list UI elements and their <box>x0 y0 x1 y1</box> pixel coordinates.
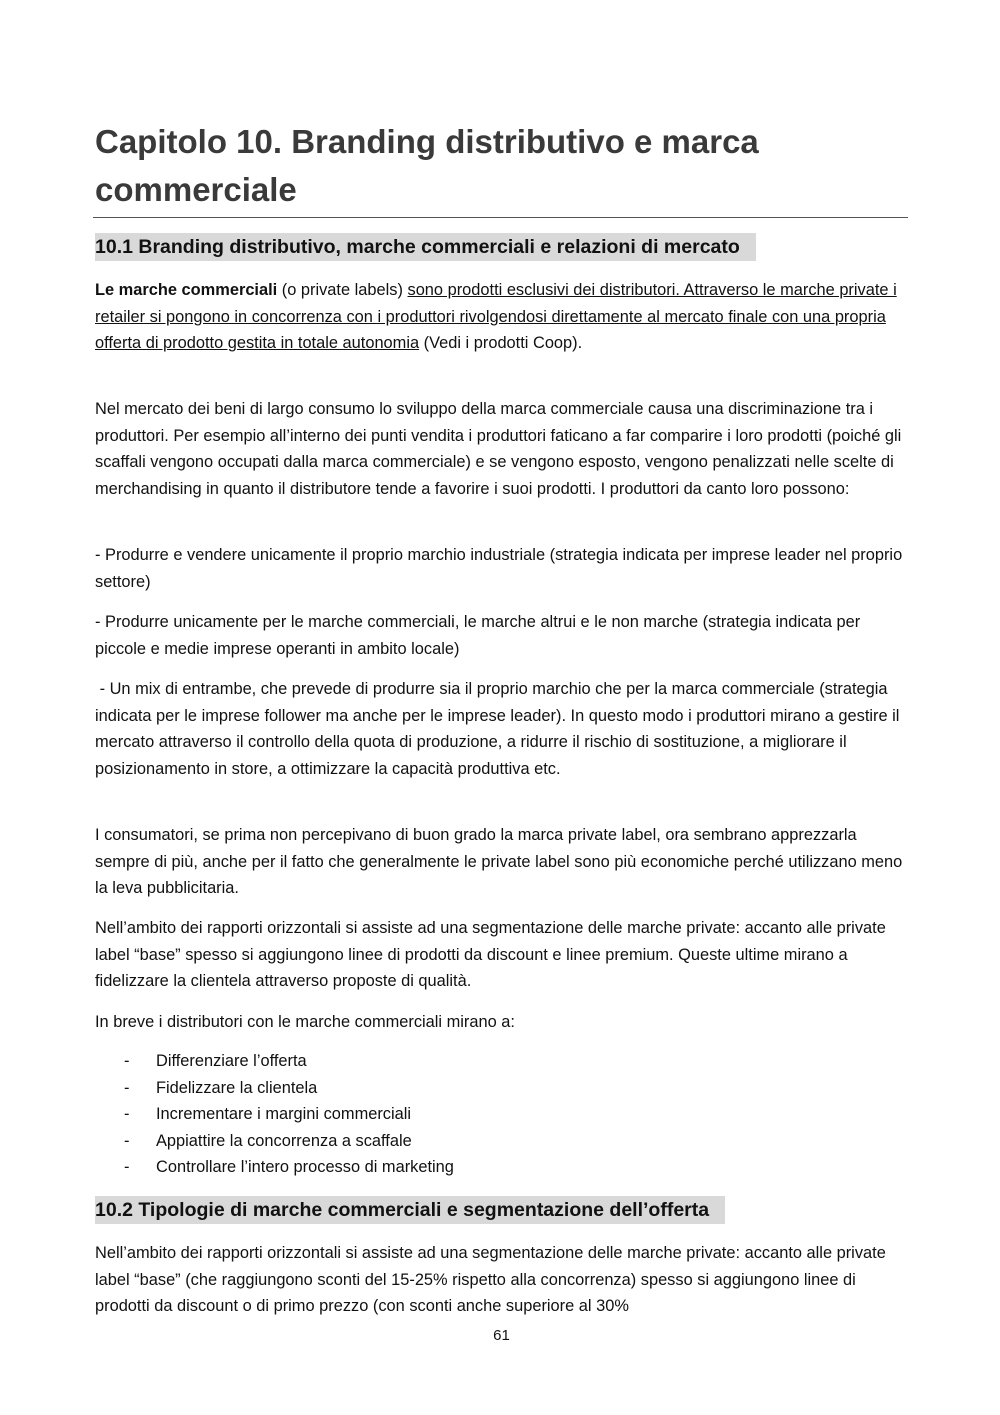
section-2-paragraph-1: Nell’ambito dei rapporti orizzontali si assiste ad una segmentazione delle marche private: accanto alle private label “base” (che raggiungono sconti del 15-25% rispetto alla concorrenza) spesso si aggiungono linee di prodotti da discount o di primo prezzo (con sconti anche superiore al 30% <box>95 1244 886 1316</box>
list-dash: - <box>124 1052 130 1070</box>
chapter-title <box>95 118 908 214</box>
goals-list <box>95 1048 908 1181</box>
section-1-paragraph-4: - Produrre unicamente per le marche commerciali, le marche altrui e le non marche (strategia indicata per piccole e medie imprese operanti in ambito locale) <box>95 613 861 658</box>
page-number: 61 <box>493 1327 510 1344</box>
chapter-title-line-1: Capitolo 10. Branding distributivo e marca <box>95 123 759 160</box>
section-1-heading-wrapper <box>95 233 756 261</box>
section-2-heading: 10.2 Tipologie di marche commerciali e segmentazione dell’offerta <box>95 1196 725 1224</box>
section-1-paragraph-8: In breve i distributori con le marche commerciali mirano a: <box>95 1013 515 1031</box>
list-item-text: Controllare l’intero processo di marketing <box>156 1158 454 1177</box>
section-2-heading-wrapper <box>95 1196 725 1224</box>
section-1-paragraph-1 <box>95 277 908 357</box>
section-1-paragraph-2: Nel mercato dei beni di largo consumo lo sviluppo della marca commerciale causa una discriminazione tra i produttori. Per esempio all’interno dei punti vendita i produttori faticano a far comparire i loro prodotti (poiché gli scaffali vengono occupati dalla marca commerciale) e se vengono esposto, vengono penalizzati nelle scelte di merchandising in quanto il distributore tende a favorire i suoi prodotti. I produttori da canto loro possono: <box>95 400 902 498</box>
list-dash: - <box>124 1078 130 1097</box>
list-dash: - <box>124 1131 130 1150</box>
paragraph-text: (o private labels) <box>277 281 408 299</box>
list-dash: - <box>124 1158 130 1177</box>
section-1-paragraph-7: Nell’ambito dei rapporti orizzontali si assiste ad una segmentazione delle marche private: accanto alle private label “base” spesso si aggiungono linee di prodotti da discount e linee premium. Queste ultime mirano a fidelizzare la clientela attraverso proposte di qualità. <box>95 919 886 991</box>
list-dash: - <box>124 1105 130 1124</box>
list-item-text: Appiattire la concorrenza a scaffale <box>156 1131 412 1150</box>
chapter-title-line-2: commerciale <box>95 171 297 208</box>
underlined-definition: sono prodotti esclusivi dei distributori. Attraverso le marche private i retailer si pongono in concorrenza con i produttori rivolgendosi direttamente al mercato finale con una propria offerta di prodotto gestita in totale autonomia <box>95 281 897 353</box>
section-1-heading: 10.1 Branding distributivo, marche commerciali e relazioni di mercato <box>95 233 756 261</box>
list-item <box>95 1154 908 1181</box>
paragraph-text-tail: (Vedi i prodotti Coop). <box>419 334 583 353</box>
list-item-text: Incrementare i margini commerciali <box>156 1105 412 1124</box>
section-1-paragraph-6: I consumatori, se prima non percepivano di buon grado la marca private label, ora sembrano apprezzarla sempre di più, anche per il fatto che generalmente le private label sono più economiche perché utilizzano meno la leva pubblicitaria. <box>95 826 903 898</box>
list-item <box>95 1128 908 1155</box>
bold-term: Le marche commerciali <box>95 281 278 299</box>
list-item <box>95 1075 908 1102</box>
list-item <box>95 1101 908 1128</box>
list-item-text: Fidelizzare la clientela <box>156 1078 318 1097</box>
section-1-paragraph-3: - Produrre e vendere unicamente il proprio marchio industriale (strategia indicata per imprese leader nel proprio settore) <box>95 546 903 591</box>
chapter-divider <box>93 217 908 218</box>
list-item <box>95 1048 908 1075</box>
list-item-text: Differenziare l’offerta <box>156 1052 307 1070</box>
section-1-paragraph-5: - Un mix di entrambe, che prevede di produrre sia il proprio marchio che per la marca commerciale (strategia indicata per le imprese follower ma anche per le imprese leader). In questo modo i produttori mirano a gestire il mercato attraverso il controllo della quota di produzione, a ridurre il rischio di sostituzione, a migliorare il posizionamento in store, a ottimizzare la capacità produttiva etc. <box>95 680 905 778</box>
